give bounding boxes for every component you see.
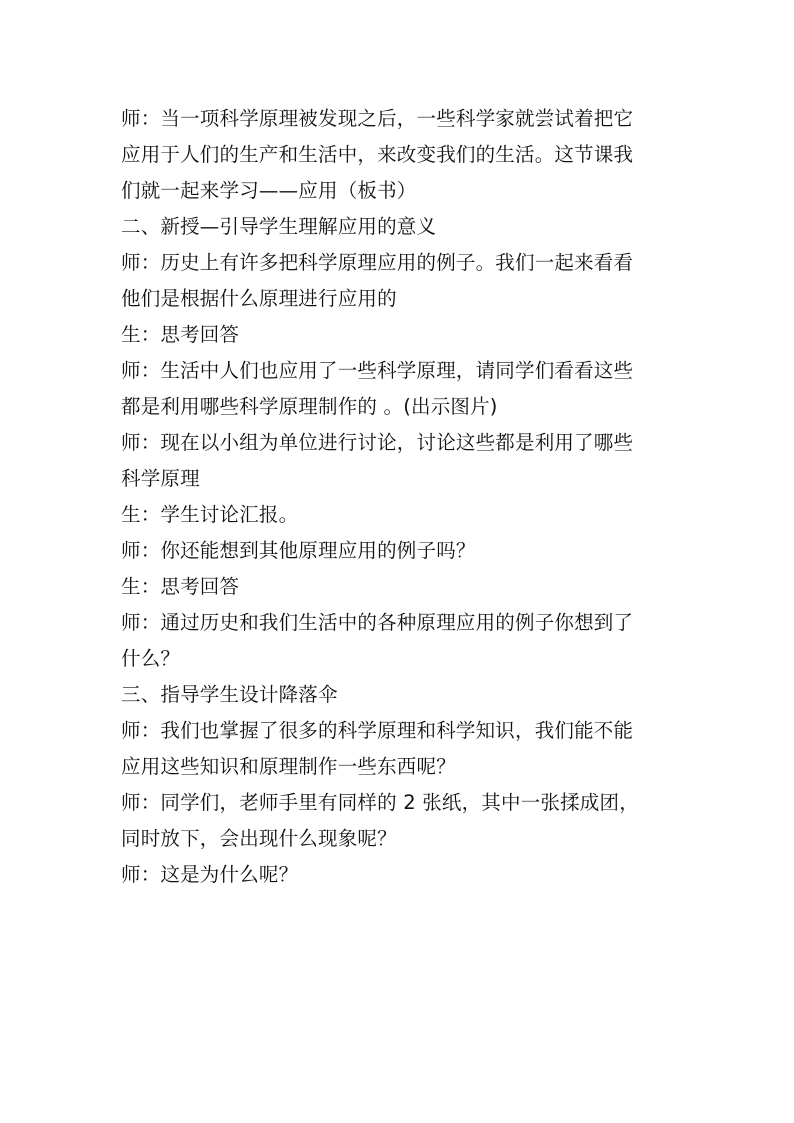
text-line: 师：同学们，老师手里有同样的 2 张纸，其中一张揉成团，: [121, 791, 639, 814]
text-line: 生：思考回答: [121, 323, 240, 346]
document-body: [121, 101, 701, 893]
text-line: 师：现在以小组为单位进行讨论，讨论这些都是利用了哪些: [121, 431, 634, 454]
text-line: 师：通过历史和我们生活中的各种原理应用的例子你想到了: [121, 611, 634, 634]
section-heading: 二、新授—引导学生理解应用的意义: [121, 215, 437, 238]
text-line: 他们是根据什么原理进行应用的: [121, 287, 397, 310]
text-line: 师：这是为什么呢？: [121, 863, 299, 886]
text-line: 生：思考回答: [121, 575, 240, 598]
text-line: 应用于人们的生产和生活中，来改变我们的生活。这节课我: [121, 143, 634, 166]
text-line: 生：学生讨论汇报。: [121, 503, 299, 526]
text-line: 同时放下，会出现什么现象呢？: [121, 827, 397, 850]
text-line: 什么？: [121, 647, 181, 670]
text-line: 科学原理: [121, 467, 200, 490]
text-line: 应用这些知识和原理制作一些东西呢？: [121, 755, 456, 778]
text-line: 师：当一项科学原理被发现之后，一些科学家就尝试着把它: [121, 107, 634, 130]
section-heading: 三、指导学生设计降落伞: [121, 683, 338, 706]
text-line: 师：历史上有许多把科学原理应用的例子。我们一起来看看: [121, 251, 634, 274]
text-line: 们就一起来学习——应用（板书）: [121, 179, 417, 202]
text-line: 师：你还能想到其他原理应用的例子吗？: [121, 539, 476, 562]
text-line: 师：我们也掌握了很多的科学原理和科学知识，我们能不能: [121, 719, 634, 742]
text-line: 师：生活中人们也应用了一些科学原理，请同学们看看这些: [121, 359, 634, 382]
text-line: 都是利用哪些科学原理制作的 。(出示图片): [121, 395, 498, 418]
